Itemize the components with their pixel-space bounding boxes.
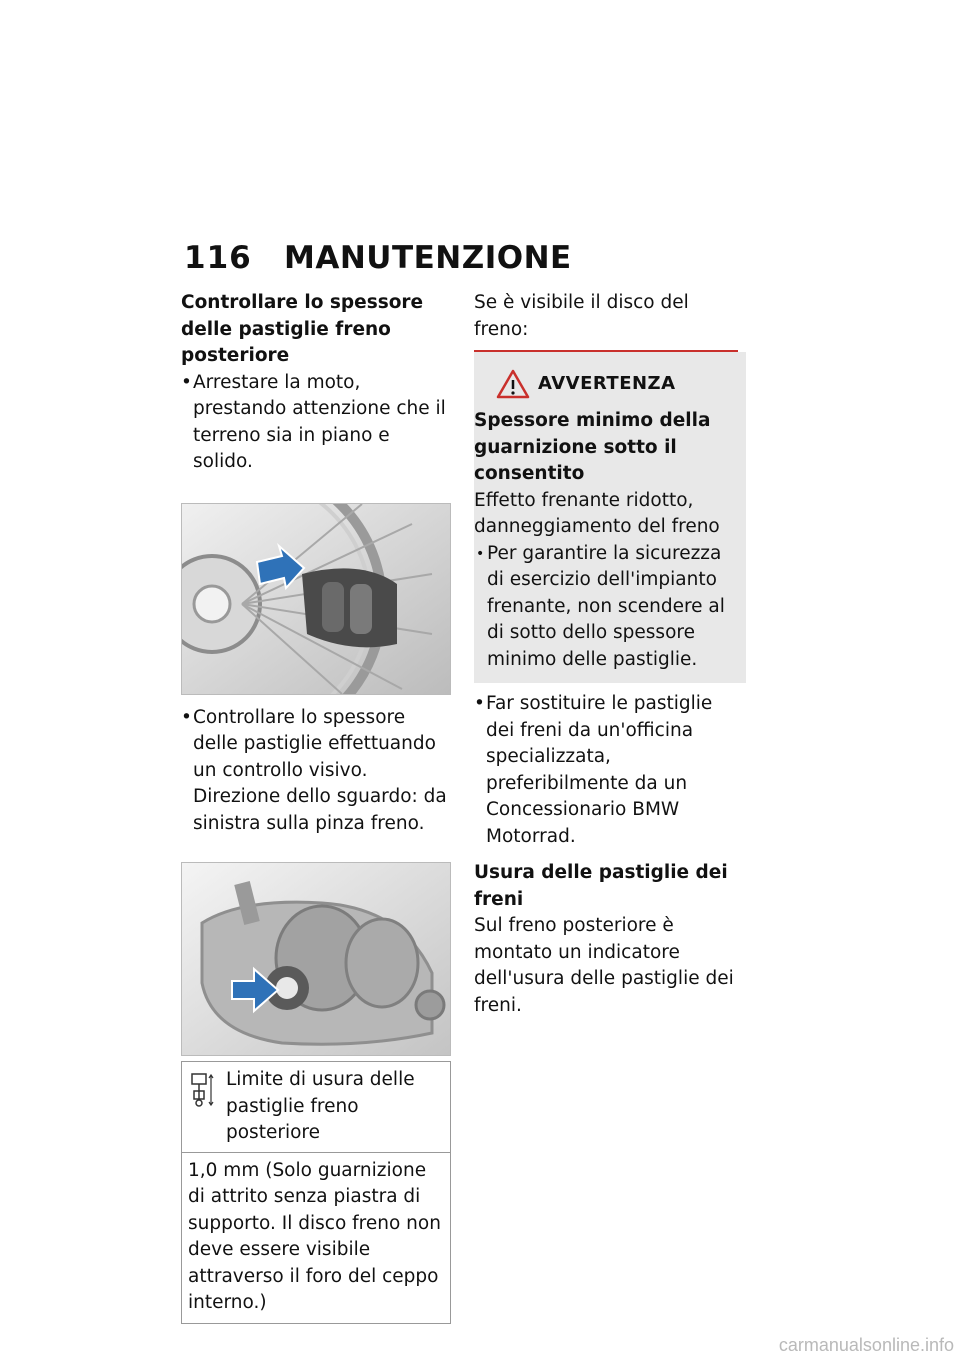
caliper-photo-illustration: [182, 863, 450, 1055]
section-heading-pad-wear: Usura delle pastiglie dei freni: [474, 862, 728, 910]
warning-text: Effetto frenante ridotto, danneggiamento del freno: [474, 489, 720, 537]
warning-bullets: [474, 541, 738, 674]
chapter-title: MANUTENZIONE: [284, 240, 572, 276]
step-visual-check: • Controllare lo spessore delle pastiglie effettuando un controllo visivo. Direzione dello sguardo: da sinistra sulla pinza freno.: [181, 705, 451, 838]
warning-triangle-icon: [474, 369, 538, 399]
spec-value: 1,0 mm (Solo guarnizione di attrito senza piastra di supporto. Il disco freno non deve essere visibile attraverso il foro del ceppo interno.): [188, 1159, 441, 1313]
section-text-pad-wear: Sul freno posteriore è montato un indicatore dell'usura delle pastiglie dei freni.: [474, 915, 734, 1016]
steps-list-1: [181, 370, 451, 476]
warning-title: AVVERTENZA: [538, 372, 676, 394]
wheel-photo-illustration: [182, 504, 450, 694]
spec-table-wear-limit: [181, 1061, 451, 1324]
warning-body: [474, 408, 738, 673]
watermark: carmanualsonline.info: [778, 1335, 954, 1355]
warning-heading: Spessore minimo della guarnizione sotto il consentito: [474, 410, 711, 484]
spec-header-row: [182, 1062, 450, 1153]
step-stop-bike: • Arrestare la moto, prestando attenzione che il terreno sia in piano e solido.: [181, 370, 451, 476]
right-column: [474, 290, 738, 1019]
steps-list-3: [474, 691, 738, 850]
steps-list-2: [181, 705, 451, 838]
step-replace-pads: • Far sostituire le pastiglie dei freni da un'officina specializzata, preferibilmente da un Concessionario BMW Motorrad.: [474, 691, 738, 850]
warning-header: [474, 366, 738, 402]
spec-label: Limite di usura delle pastiglie freno posteriore: [226, 1069, 415, 1143]
page-number: 116: [184, 240, 252, 276]
warning-bullet: • Per garantire la sicurezza di esercizio dell'impianto frenante, non scendere al di sotto dello spessore minimo delle pastiglie.: [474, 541, 738, 674]
intro-disc-visible: Se è visibile il disco del freno:: [474, 292, 689, 340]
section-heading-check-pads: Controllare lo spessore delle pastiglie freno posteriore: [181, 292, 424, 366]
photo-rear-wheel-caliper: [181, 503, 451, 695]
left-column: [181, 290, 451, 1324]
brake-pad-wear-icon: [182, 1067, 226, 1147]
warning-box: [474, 352, 746, 683]
photo-brake-caliper-closeup: [181, 862, 451, 1056]
